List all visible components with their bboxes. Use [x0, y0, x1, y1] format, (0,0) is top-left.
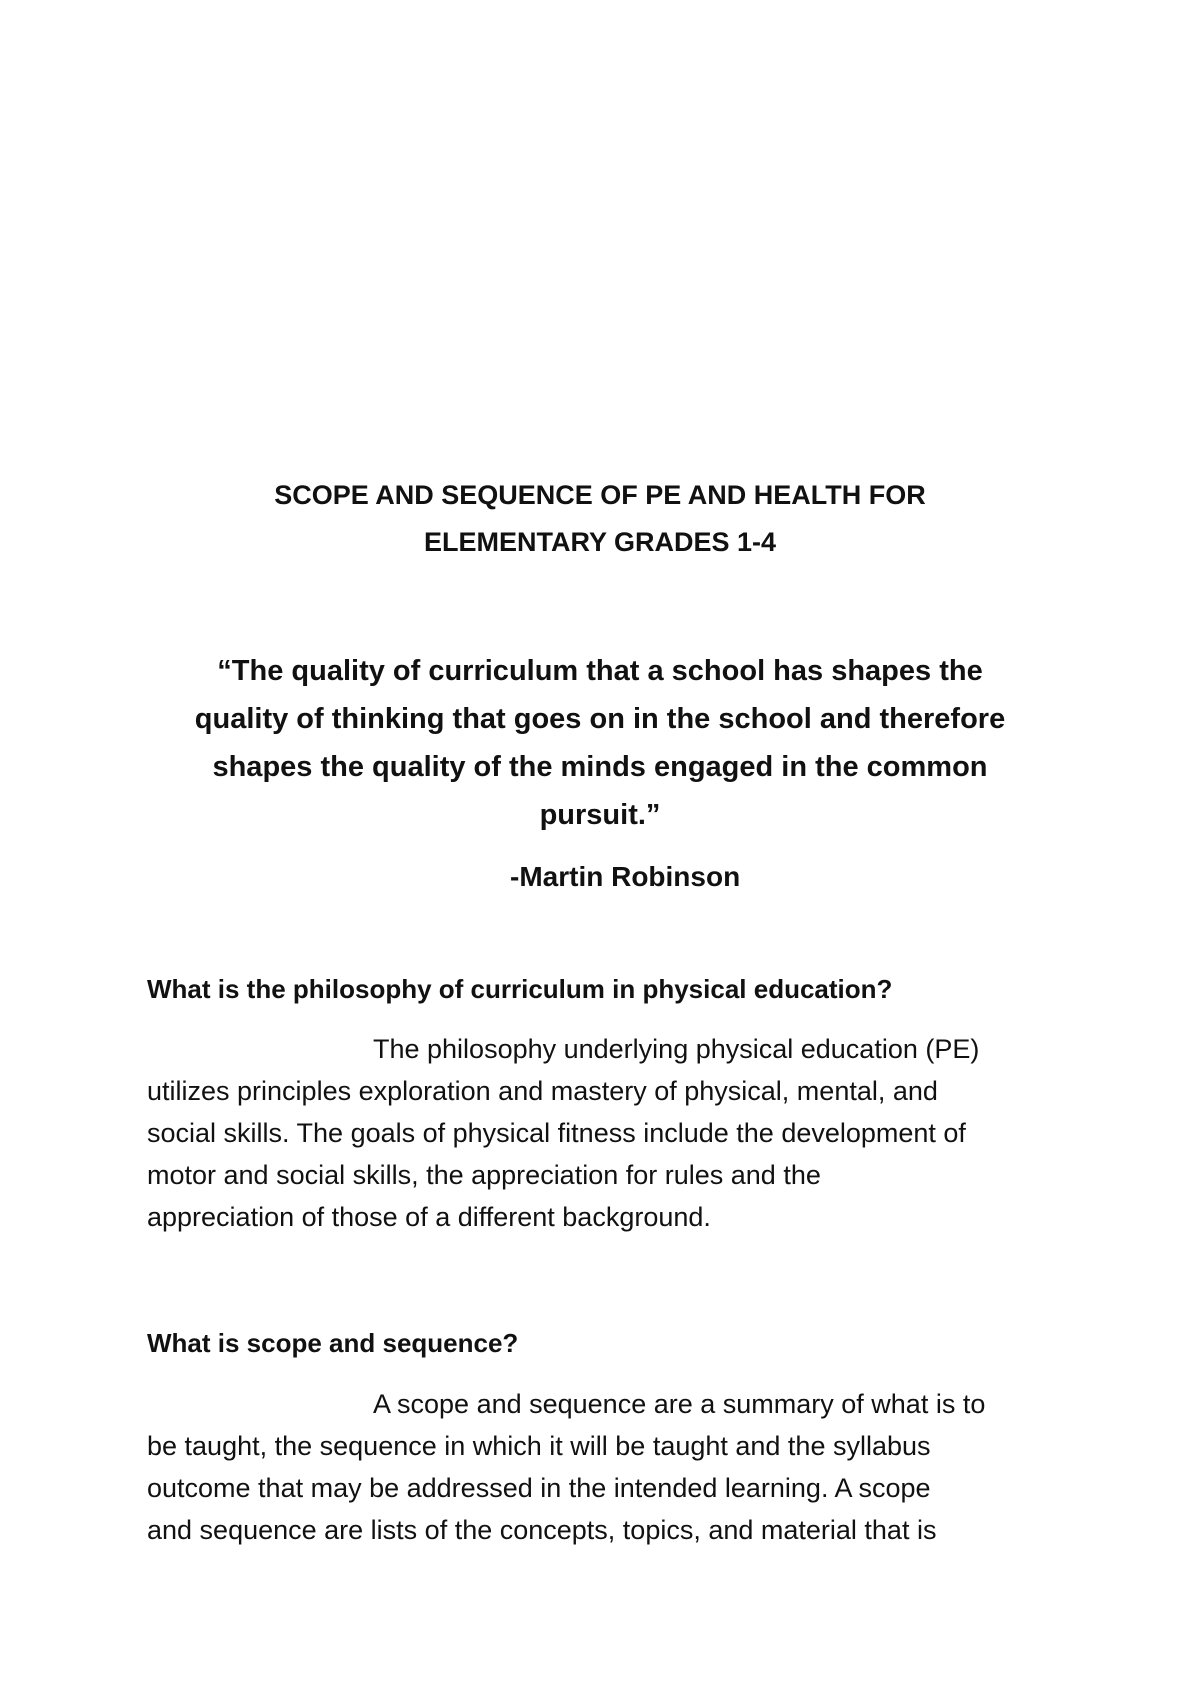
paragraph-line: The philosophy underlying physical education (PE) — [373, 1034, 980, 1064]
document-title-line-1: SCOPE AND SEQUENCE OF PE AND HEALTH FOR — [274, 480, 926, 510]
paragraph-line: utilizes principles exploration and mastery of physical, mental, and — [147, 1076, 938, 1106]
paragraph-line: social skills. The goals of physical fitness include the development of — [147, 1118, 966, 1148]
quote-line: “The quality of curriculum that a school has shapes the — [217, 655, 983, 687]
quote-author: -Martin Robinson — [510, 861, 741, 892]
quote-line: shapes the quality of the minds engaged in the common — [212, 751, 988, 783]
paragraph-line: motor and social skills, the appreciation for rules and the — [147, 1160, 821, 1190]
section-heading-philosophy: What is the philosophy of curriculum in physical education? — [147, 974, 893, 1004]
paragraph-line: be taught, the sequence in which it will be taught and the syllabus — [147, 1431, 931, 1461]
paragraph-line: outcome that may be addressed in the intended learning. A scope — [147, 1473, 931, 1503]
paragraph-line: A scope and sequence are a summary of what is to — [373, 1389, 986, 1419]
paragraph-line: appreciation of those of a different background. — [147, 1202, 711, 1232]
quote-line: pursuit.” — [539, 799, 661, 831]
document-title-line-2: ELEMENTARY GRADES 1-4 — [423, 527, 777, 557]
section-heading-scope-sequence: What is scope and sequence? — [147, 1328, 519, 1358]
section-paragraph-scope-sequence — [147, 1383, 1067, 1551]
paragraph-line: and sequence are lists of the concepts, topics, and material that is — [147, 1515, 937, 1545]
epigraph-quote — [150, 647, 1050, 839]
section-paragraph-philosophy — [147, 1028, 1067, 1238]
quote-line: quality of thinking that goes on in the school and therefore — [194, 703, 1006, 735]
